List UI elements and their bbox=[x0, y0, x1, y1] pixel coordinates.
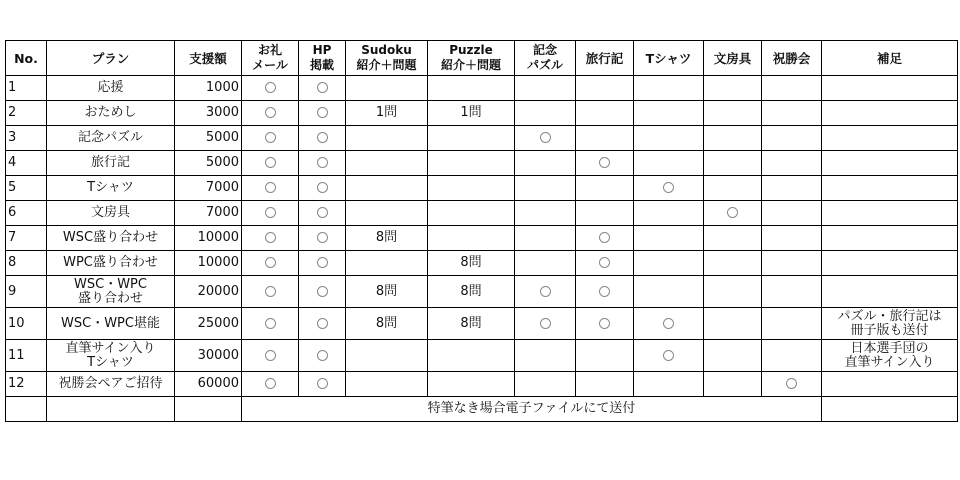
table-row bbox=[6, 126, 958, 151]
column-header-line: 紹介＋問題 bbox=[440, 58, 501, 72]
cell-memorial-puzzle bbox=[515, 340, 576, 372]
note-line: 日本選手団の bbox=[850, 340, 929, 356]
cell-puzzle bbox=[428, 151, 515, 176]
cell-stationery bbox=[704, 101, 762, 126]
cell-tshirt bbox=[634, 176, 704, 201]
cell-note bbox=[822, 226, 958, 251]
column-header-line: 祝勝会 bbox=[772, 50, 811, 66]
column-header-line: Sudoku bbox=[361, 43, 412, 57]
cell-tshirt bbox=[634, 372, 704, 397]
column-header-line: Puzzle bbox=[449, 43, 493, 57]
cell-sudoku bbox=[346, 126, 428, 151]
column-header-tshirt bbox=[634, 41, 704, 76]
circle-mark-icon bbox=[786, 378, 797, 389]
circle-mark-icon bbox=[317, 318, 328, 329]
column-header-line: 掲載 bbox=[309, 58, 334, 72]
table-body bbox=[6, 76, 958, 422]
plan-name-line: おためし bbox=[84, 105, 137, 120]
cell-sudoku bbox=[346, 226, 428, 251]
circle-mark-icon bbox=[317, 232, 328, 243]
cell-stationery bbox=[704, 151, 762, 176]
circle-mark-icon bbox=[265, 286, 276, 297]
cell-party bbox=[762, 340, 822, 372]
cell-travelogue bbox=[576, 151, 634, 176]
cell-thanks-mail bbox=[242, 226, 299, 251]
reward-plan-sheet bbox=[5, 40, 957, 422]
cell-puzzle bbox=[428, 226, 515, 251]
cell-hp bbox=[299, 308, 346, 340]
cell-note bbox=[822, 126, 958, 151]
circle-mark-icon bbox=[727, 207, 738, 218]
cell-plan bbox=[47, 126, 175, 151]
cell-party bbox=[762, 226, 822, 251]
cell-no: 9 bbox=[6, 276, 47, 308]
plan-name-line: 応援 bbox=[97, 80, 124, 95]
column-header-note bbox=[822, 41, 958, 76]
cell-note bbox=[822, 397, 958, 422]
cell-thanks-mail bbox=[242, 276, 299, 308]
cell-party bbox=[762, 308, 822, 340]
cell-party bbox=[762, 372, 822, 397]
cell-thanks-mail bbox=[242, 340, 299, 372]
cell-party bbox=[762, 76, 822, 101]
cell-plan bbox=[47, 151, 175, 176]
cell-sudoku bbox=[346, 176, 428, 201]
cell-tshirt bbox=[634, 101, 704, 126]
circle-mark-icon bbox=[265, 378, 276, 389]
circle-mark-icon bbox=[663, 350, 674, 361]
column-header-line: HP bbox=[312, 43, 332, 57]
plan-name-line: Tシャツ bbox=[87, 354, 134, 370]
cell-memorial-puzzle bbox=[515, 101, 576, 126]
cell-sudoku bbox=[346, 276, 428, 308]
cell-stationery bbox=[704, 76, 762, 101]
plan-name-line: 祝勝会ペアご招待 bbox=[58, 376, 163, 391]
cell-note bbox=[822, 308, 958, 340]
table-row bbox=[6, 151, 958, 176]
column-header-amount bbox=[175, 41, 242, 76]
column-header-line: 紹介＋問題 bbox=[356, 58, 417, 72]
cell-plan bbox=[47, 372, 175, 397]
cell-party bbox=[762, 276, 822, 308]
plan-name-line: 直筆サイン入り bbox=[65, 340, 156, 356]
circle-mark-icon bbox=[317, 182, 328, 193]
cell-memorial-puzzle bbox=[515, 126, 576, 151]
column-header-hp bbox=[299, 41, 346, 76]
cell-hp bbox=[299, 251, 346, 276]
cell-sudoku bbox=[346, 340, 428, 372]
cell-tshirt bbox=[634, 201, 704, 226]
cell-sudoku bbox=[346, 201, 428, 226]
cell-thanks-mail bbox=[242, 126, 299, 151]
plan-name-line: WSC盛り合わせ bbox=[62, 230, 159, 245]
circle-mark-icon bbox=[317, 350, 328, 361]
cell-party bbox=[762, 151, 822, 176]
circle-mark-icon bbox=[265, 318, 276, 329]
cell-memorial-puzzle bbox=[515, 201, 576, 226]
cell-memorial-puzzle bbox=[515, 308, 576, 340]
footer-row bbox=[6, 397, 958, 422]
circle-mark-icon bbox=[663, 182, 674, 193]
cell-hp bbox=[299, 76, 346, 101]
table-row bbox=[6, 226, 958, 251]
table-row bbox=[6, 201, 958, 226]
column-header-stationery bbox=[704, 41, 762, 76]
column-header-party bbox=[762, 41, 822, 76]
cell-stationery bbox=[704, 340, 762, 372]
cell-no: 2 bbox=[6, 101, 47, 126]
column-header-line: プラン bbox=[91, 50, 130, 66]
circle-mark-icon bbox=[265, 207, 276, 218]
column-header-line: 記念 bbox=[532, 43, 557, 57]
header-row bbox=[6, 41, 958, 76]
circle-mark-icon bbox=[265, 157, 276, 168]
cell-no: 4 bbox=[6, 151, 47, 176]
cell-note bbox=[822, 76, 958, 101]
cell-travelogue bbox=[576, 308, 634, 340]
cell-hp bbox=[299, 151, 346, 176]
circle-mark-icon bbox=[317, 132, 328, 143]
cell-plan bbox=[47, 340, 175, 372]
cell-sudoku bbox=[346, 76, 428, 101]
cell-hp bbox=[299, 226, 346, 251]
cell-plan bbox=[47, 76, 175, 101]
table-row bbox=[6, 251, 958, 276]
circle-mark-icon bbox=[540, 132, 551, 143]
cell-puzzle bbox=[428, 201, 515, 226]
cell-puzzle bbox=[428, 176, 515, 201]
table-row bbox=[6, 372, 958, 397]
column-header-line: お礼 bbox=[257, 43, 282, 57]
cell-note bbox=[822, 201, 958, 226]
cell-memorial-puzzle bbox=[515, 276, 576, 308]
circle-mark-icon bbox=[663, 318, 674, 329]
cell-note bbox=[822, 340, 958, 372]
column-header-line: 文房具 bbox=[713, 50, 752, 66]
cell-puzzle bbox=[428, 372, 515, 397]
cell-travelogue bbox=[576, 101, 634, 126]
column-header-line: No. bbox=[14, 50, 38, 66]
plan-name-line: 記念パズル bbox=[77, 130, 143, 145]
cell-sudoku bbox=[346, 372, 428, 397]
cell-thanks-mail bbox=[242, 201, 299, 226]
note-line: パズル・旅行記は bbox=[837, 308, 942, 324]
table-row bbox=[6, 340, 958, 372]
cell-stationery bbox=[704, 176, 762, 201]
cell-no: 6 bbox=[6, 201, 47, 226]
cell-travelogue bbox=[576, 372, 634, 397]
benefit-count: 8問 bbox=[375, 283, 398, 299]
circle-mark-icon bbox=[317, 378, 328, 389]
cell-puzzle bbox=[428, 126, 515, 151]
circle-mark-icon bbox=[317, 107, 328, 118]
table-row bbox=[6, 76, 958, 101]
cell-memorial-puzzle bbox=[515, 76, 576, 101]
cell-plan bbox=[47, 397, 175, 422]
benefit-count: 8問 bbox=[375, 230, 398, 245]
column-header-memorial-puzzle bbox=[515, 41, 576, 76]
cell-thanks-mail bbox=[242, 372, 299, 397]
table-row bbox=[6, 176, 958, 201]
cell-hp bbox=[299, 201, 346, 226]
note-line: 直筆サイン入り bbox=[844, 354, 935, 370]
plan-name-line: 旅行記 bbox=[90, 155, 130, 170]
cell-no: 1 bbox=[6, 76, 47, 101]
reward-plan-table bbox=[5, 40, 958, 422]
column-header-line: 支援額 bbox=[189, 50, 227, 66]
cell-tshirt bbox=[634, 276, 704, 308]
cell-hp bbox=[299, 340, 346, 372]
footer-note: 特筆なき場合電子ファイルにて送付 bbox=[242, 397, 822, 422]
cell-stationery bbox=[704, 201, 762, 226]
cell-thanks-mail bbox=[242, 176, 299, 201]
cell-travelogue bbox=[576, 201, 634, 226]
cell-tshirt bbox=[634, 340, 704, 372]
column-header-line: Tシャツ bbox=[645, 50, 692, 66]
cell-thanks-mail bbox=[242, 76, 299, 101]
benefit-count: 8問 bbox=[460, 283, 482, 299]
cell-tshirt bbox=[634, 308, 704, 340]
cell-note bbox=[822, 251, 958, 276]
circle-mark-icon bbox=[317, 207, 328, 218]
benefit-count: 1問 bbox=[375, 105, 398, 120]
circle-mark-icon bbox=[317, 82, 328, 93]
cell-amount: 60000 bbox=[175, 372, 242, 397]
cell-party bbox=[762, 126, 822, 151]
cell-party bbox=[762, 176, 822, 201]
cell-sudoku bbox=[346, 308, 428, 340]
circle-mark-icon bbox=[265, 257, 276, 268]
benefit-count: 8問 bbox=[375, 315, 398, 331]
cell-plan bbox=[47, 276, 175, 308]
cell-travelogue bbox=[576, 276, 634, 308]
cell-tshirt bbox=[634, 251, 704, 276]
cell-amount: 7000 bbox=[175, 201, 242, 226]
cell-memorial-puzzle bbox=[515, 372, 576, 397]
cell-stationery bbox=[704, 226, 762, 251]
column-header-line: 旅行記 bbox=[585, 50, 624, 66]
cell-amount: 1000 bbox=[175, 76, 242, 101]
cell-amount: 7000 bbox=[175, 176, 242, 201]
circle-mark-icon bbox=[265, 350, 276, 361]
cell-travelogue bbox=[576, 340, 634, 372]
cell-memorial-puzzle bbox=[515, 176, 576, 201]
circle-mark-icon bbox=[599, 318, 610, 329]
cell-thanks-mail bbox=[242, 101, 299, 126]
cell-puzzle bbox=[428, 251, 515, 276]
table-row bbox=[6, 101, 958, 126]
plan-name-line: WSC・WPC bbox=[74, 276, 147, 292]
table-row bbox=[6, 308, 958, 340]
cell-note bbox=[822, 101, 958, 126]
cell-stationery bbox=[704, 251, 762, 276]
circle-mark-icon bbox=[540, 318, 551, 329]
plan-name-line: 盛り合わせ bbox=[77, 290, 143, 306]
cell-memorial-puzzle bbox=[515, 151, 576, 176]
cell-stationery bbox=[704, 126, 762, 151]
column-header-puzzle bbox=[428, 41, 515, 76]
circle-mark-icon bbox=[265, 82, 276, 93]
plan-name-line: 文房具 bbox=[90, 205, 130, 220]
cell-plan bbox=[47, 201, 175, 226]
cell-amount: 5000 bbox=[175, 151, 242, 176]
cell-note bbox=[822, 372, 958, 397]
column-header-no bbox=[6, 41, 47, 76]
cell-sudoku bbox=[346, 151, 428, 176]
cell-plan bbox=[47, 226, 175, 251]
table-header bbox=[6, 41, 958, 76]
note-line: 冊子版も送付 bbox=[850, 322, 929, 338]
cell-thanks-mail bbox=[242, 251, 299, 276]
plan-name-line: Tシャツ bbox=[87, 180, 134, 195]
cell-amount bbox=[175, 397, 242, 422]
cell-puzzle bbox=[428, 76, 515, 101]
cell-plan bbox=[47, 308, 175, 340]
cell-puzzle bbox=[428, 101, 515, 126]
cell-travelogue bbox=[576, 226, 634, 251]
cell-plan bbox=[47, 251, 175, 276]
cell-no: 10 bbox=[6, 308, 47, 340]
cell-travelogue bbox=[576, 76, 634, 101]
column-header-plan bbox=[47, 41, 175, 76]
cell-thanks-mail bbox=[242, 308, 299, 340]
cell-memorial-puzzle bbox=[515, 226, 576, 251]
column-header-thanks-mail bbox=[242, 41, 299, 76]
benefit-count: 1問 bbox=[460, 105, 482, 120]
circle-mark-icon bbox=[317, 286, 328, 297]
cell-party bbox=[762, 101, 822, 126]
cell-no: 12 bbox=[6, 372, 47, 397]
cell-amount: 30000 bbox=[175, 340, 242, 372]
cell-plan bbox=[47, 101, 175, 126]
cell-no: 11 bbox=[6, 340, 47, 372]
cell-puzzle bbox=[428, 340, 515, 372]
cell-no: 5 bbox=[6, 176, 47, 201]
column-header-travelogue bbox=[576, 41, 634, 76]
circle-mark-icon bbox=[265, 107, 276, 118]
cell-hp bbox=[299, 372, 346, 397]
cell-party bbox=[762, 251, 822, 276]
cell-memorial-puzzle bbox=[515, 251, 576, 276]
cell-no: 8 bbox=[6, 251, 47, 276]
cell-amount: 3000 bbox=[175, 101, 242, 126]
cell-sudoku bbox=[346, 251, 428, 276]
benefit-count: 8問 bbox=[460, 315, 482, 331]
cell-amount: 10000 bbox=[175, 251, 242, 276]
cell-puzzle bbox=[428, 308, 515, 340]
cell-note bbox=[822, 151, 958, 176]
cell-amount: 10000 bbox=[175, 226, 242, 251]
cell-no: 7 bbox=[6, 226, 47, 251]
cell-note bbox=[822, 176, 958, 201]
circle-mark-icon bbox=[599, 257, 610, 268]
cell-party bbox=[762, 201, 822, 226]
cell-tshirt bbox=[634, 151, 704, 176]
cell-puzzle bbox=[428, 276, 515, 308]
column-header-line: メール bbox=[252, 58, 288, 72]
circle-mark-icon bbox=[265, 182, 276, 193]
column-header-line: パズル bbox=[526, 58, 563, 72]
circle-mark-icon bbox=[265, 132, 276, 143]
cell-note bbox=[822, 276, 958, 308]
cell-sudoku bbox=[346, 101, 428, 126]
circle-mark-icon bbox=[265, 232, 276, 243]
circle-mark-icon bbox=[599, 157, 610, 168]
cell-travelogue bbox=[576, 251, 634, 276]
cell-travelogue bbox=[576, 176, 634, 201]
cell-stationery bbox=[704, 276, 762, 308]
cell-tshirt bbox=[634, 126, 704, 151]
cell-stationery bbox=[704, 308, 762, 340]
column-header-sudoku bbox=[346, 41, 428, 76]
plan-name-line: WSC・WPC堪能 bbox=[61, 315, 160, 331]
cell-hp bbox=[299, 126, 346, 151]
cell-tshirt bbox=[634, 226, 704, 251]
table-row bbox=[6, 276, 958, 308]
benefit-count: 8問 bbox=[460, 255, 482, 270]
circle-mark-icon bbox=[540, 286, 551, 297]
cell-thanks-mail bbox=[242, 151, 299, 176]
cell-no bbox=[6, 397, 47, 422]
cell-hp bbox=[299, 101, 346, 126]
circle-mark-icon bbox=[317, 157, 328, 168]
cell-stationery bbox=[704, 372, 762, 397]
circle-mark-icon bbox=[599, 286, 610, 297]
cell-amount: 20000 bbox=[175, 276, 242, 308]
column-header-line: 補足 bbox=[876, 50, 902, 66]
cell-no: 3 bbox=[6, 126, 47, 151]
cell-travelogue bbox=[576, 126, 634, 151]
cell-amount: 25000 bbox=[175, 308, 242, 340]
circle-mark-icon bbox=[317, 257, 328, 268]
cell-hp bbox=[299, 176, 346, 201]
cell-amount: 5000 bbox=[175, 126, 242, 151]
circle-mark-icon bbox=[599, 232, 610, 243]
cell-plan bbox=[47, 176, 175, 201]
cell-hp bbox=[299, 276, 346, 308]
plan-name-line: WPC盛り合わせ bbox=[63, 255, 158, 270]
cell-tshirt bbox=[634, 76, 704, 101]
